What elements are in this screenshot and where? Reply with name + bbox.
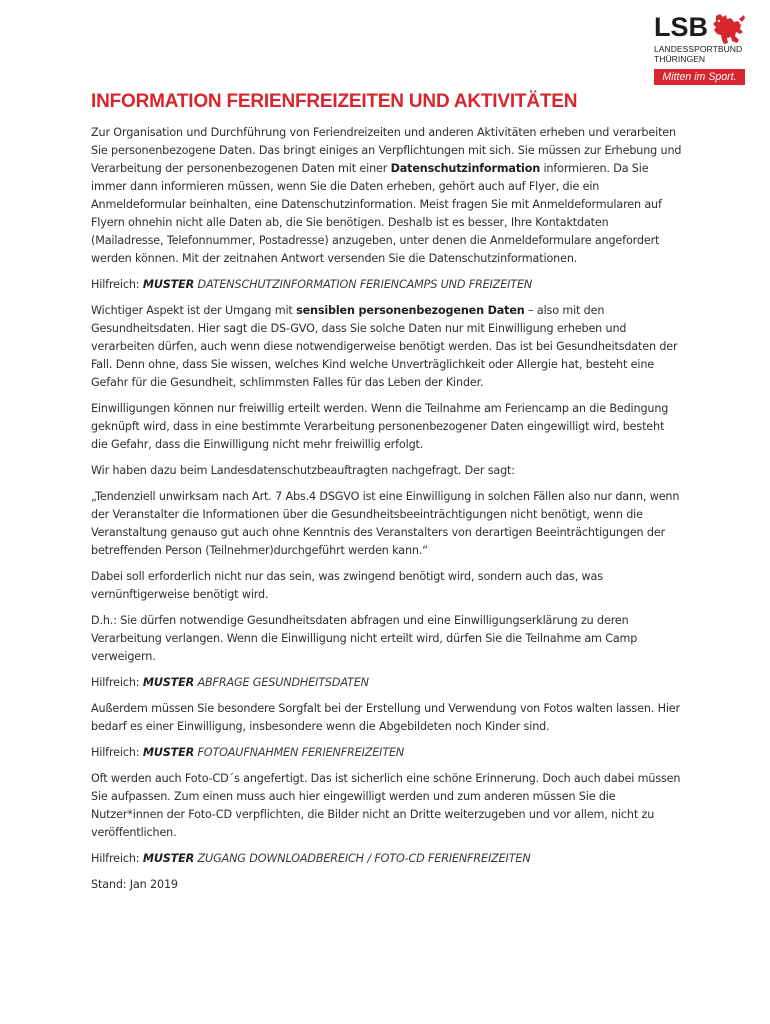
link-downloadbereich[interactable]: ZUGANG DOWNLOADBEREICH / FOTO-CD FERIENFREIZEITEN (194, 852, 531, 865)
muster-label[interactable]: MUSTER (142, 852, 195, 865)
logo-line-thueringen: THÜRINGEN (654, 54, 706, 64)
link-datenschutzinformation[interactable]: DATENSCHUTZINFORMATION FERIENCAMPS UND FREIZEITEN (194, 278, 533, 291)
link-gesundheitsdaten[interactable]: ABFRAGE GESUNDHEITSDATEN (194, 676, 369, 689)
hilfreich-line-1 (91, 276, 683, 294)
logo-tagline: Mitten im Sport. (654, 69, 745, 85)
intro-text-end: informieren. Da Sie immer dann informieren müssen, wenn Sie die Daten erheben, gehört auch auf Flyer, die ein Anmeldeformular beinhalten, eine Datenschutzinformation. Meist fragen Sie mit Anmeldeformularen auf Flyern ohnehin nicht alle Daten ab, die Sie benötigen. Deshalb ist es besser, Ihre Kontaktdaten (Mailadresse, Telefonnummer, Postadresse) anzugeben, unter denen die Anmeldeformulare angefordert werden können. Mit der zeitnahen Antwort versenden Sie die Datenschutzinformationen. (91, 162, 662, 265)
hilfreich-prefix: Hilfreich: (91, 676, 143, 689)
hilfreich-line-2 (91, 674, 683, 692)
sensitive-bold-term: sensiblen personenbezogenen Daten (296, 304, 525, 317)
intro-text-start: Zur Organisation und Durchführung von Feriendreizeiten und anderen Aktivitäten erheben und verarbeiten Sie personenbezogene Daten. Das bringt einiges an Verpflichtungen mit sich. Sie müssen zur Erhebung und Verarbeitung der personenbezogenen Daten mit einer (91, 126, 682, 175)
hilfreich-line-4 (91, 850, 683, 868)
paragraph-photo-cd: Oft werden auch Foto-CD´s angefertigt. Das ist sicherlich eine schöne Erinnerung. Doch auch dabei müssen Sie aufpassen. Zum einen muss auch hier eingewilligt werden und zum anderen müssen Sie die Nutzer*innen der Foto-CD verpflichten, die Bilder nicht an Dritte weiterzugeben und vor allem, nicht zu veröffentlichen. (91, 772, 681, 839)
paragraph-required: Dabei soll erforderlich nicht nur das sein, was zwingend benötigt wird, sondern auch das, was vernünftigerweise benötigt wird. (91, 570, 603, 601)
paragraph-intro (91, 124, 683, 268)
muster-label[interactable]: MUSTER (142, 676, 195, 689)
paragraph-asked: Wir haben dazu beim Landesdatenschutzbeauftragten nachgefragt. Der sagt: (91, 464, 515, 477)
intro-bold-term: Datenschutzinformation (390, 162, 541, 175)
paragraph-quote: „Tendenziell unwirksam nach Art. 7 Abs.4 DSGVO ist eine Einwilligung in solchen Fällen also nur dann, wenn der Veranstalter die Informationen über die Gesundheitsbeeinträchtigungen nicht benötigt, wenn die Veranstaltung genauso gut auch ohne Kenntnis des Veranstalters von derartigen Beeinträchtigungen der betreffenden Person (Teilnehmer)durchgeführt werden kann.“ (91, 490, 680, 557)
sensitive-text-start: Wichtiger Aspekt ist der Umgang mit (91, 304, 297, 317)
page-title: INFORMATION FERIENFREIZEITEN UND AKTIVITÄTEN (91, 91, 578, 112)
muster-label[interactable]: MUSTER (142, 746, 195, 759)
hilfreich-prefix: Hilfreich: (91, 852, 143, 865)
logo-line-landessportbund: LANDESSPORTBUND (654, 44, 743, 54)
paragraph-sensitive-data (91, 302, 683, 392)
logo-wordmark: LSB (654, 12, 708, 42)
sensitive-text-end: – also mit den Gesundheitsdaten. Hier sagt die DS-GVO, dass Sie solche Daten nur mit Einwilligung erheben und verarbeiten dürfen, auch wenn diese notwendigerweise benötigt werden. Das ist bei Gesundheitsdaten der Fall. Denn ohne, dass Sie wissen, welches Kind welche Unverträglichkeit oder Allergie hat, besteht eine Gefahr für die Gesundheit, schlimmsten Falles für das Leben der Kinder. (91, 304, 678, 389)
paragraph-photos: Außerdem müssen Sie besondere Sorgfalt bei der Erstellung und Verwendung von Fotos walten lassen. Hier bedarf es einer Einwilligung, insbesondere wenn die Abgebildeten noch Kinder sind. (91, 702, 680, 733)
paragraph-dh: D.h.: Sie dürfen notwendige Gesundheitsdaten abfragen und eine Einwilligungserklärung zu deren Verarbeitung verlangen. Wenn die Einwilligung nicht erteilt wird, dürfen Sie die Teilnahme am Camp verweigern. (91, 614, 638, 663)
hilfreich-line-3 (91, 744, 683, 762)
hilfreich-prefix: Hilfreich: (91, 746, 143, 759)
lion-icon (710, 13, 746, 45)
lsb-logo (654, 12, 754, 88)
paragraph-consent: Einwilligungen können nur freiwillig erteilt werden. Wenn die Teilnahme am Feriencamp an die Bedingung geknüpft wird, dass in eine bestimmte Verarbeitung personenbezogener Daten eingewilligt wird, besteht die Gefahr, dass die Einwilligung nicht mehr freiwillig erfolgt. (91, 402, 669, 451)
hilfreich-prefix: Hilfreich: (91, 278, 143, 291)
stand-date: Stand: Jan 2019 (91, 878, 178, 891)
document-body (91, 88, 683, 894)
link-fotoaufnahmen[interactable]: FOTOAUFNAHMEN FERIENFREIZEITEN (194, 746, 405, 759)
muster-label[interactable]: MUSTER (142, 278, 195, 291)
